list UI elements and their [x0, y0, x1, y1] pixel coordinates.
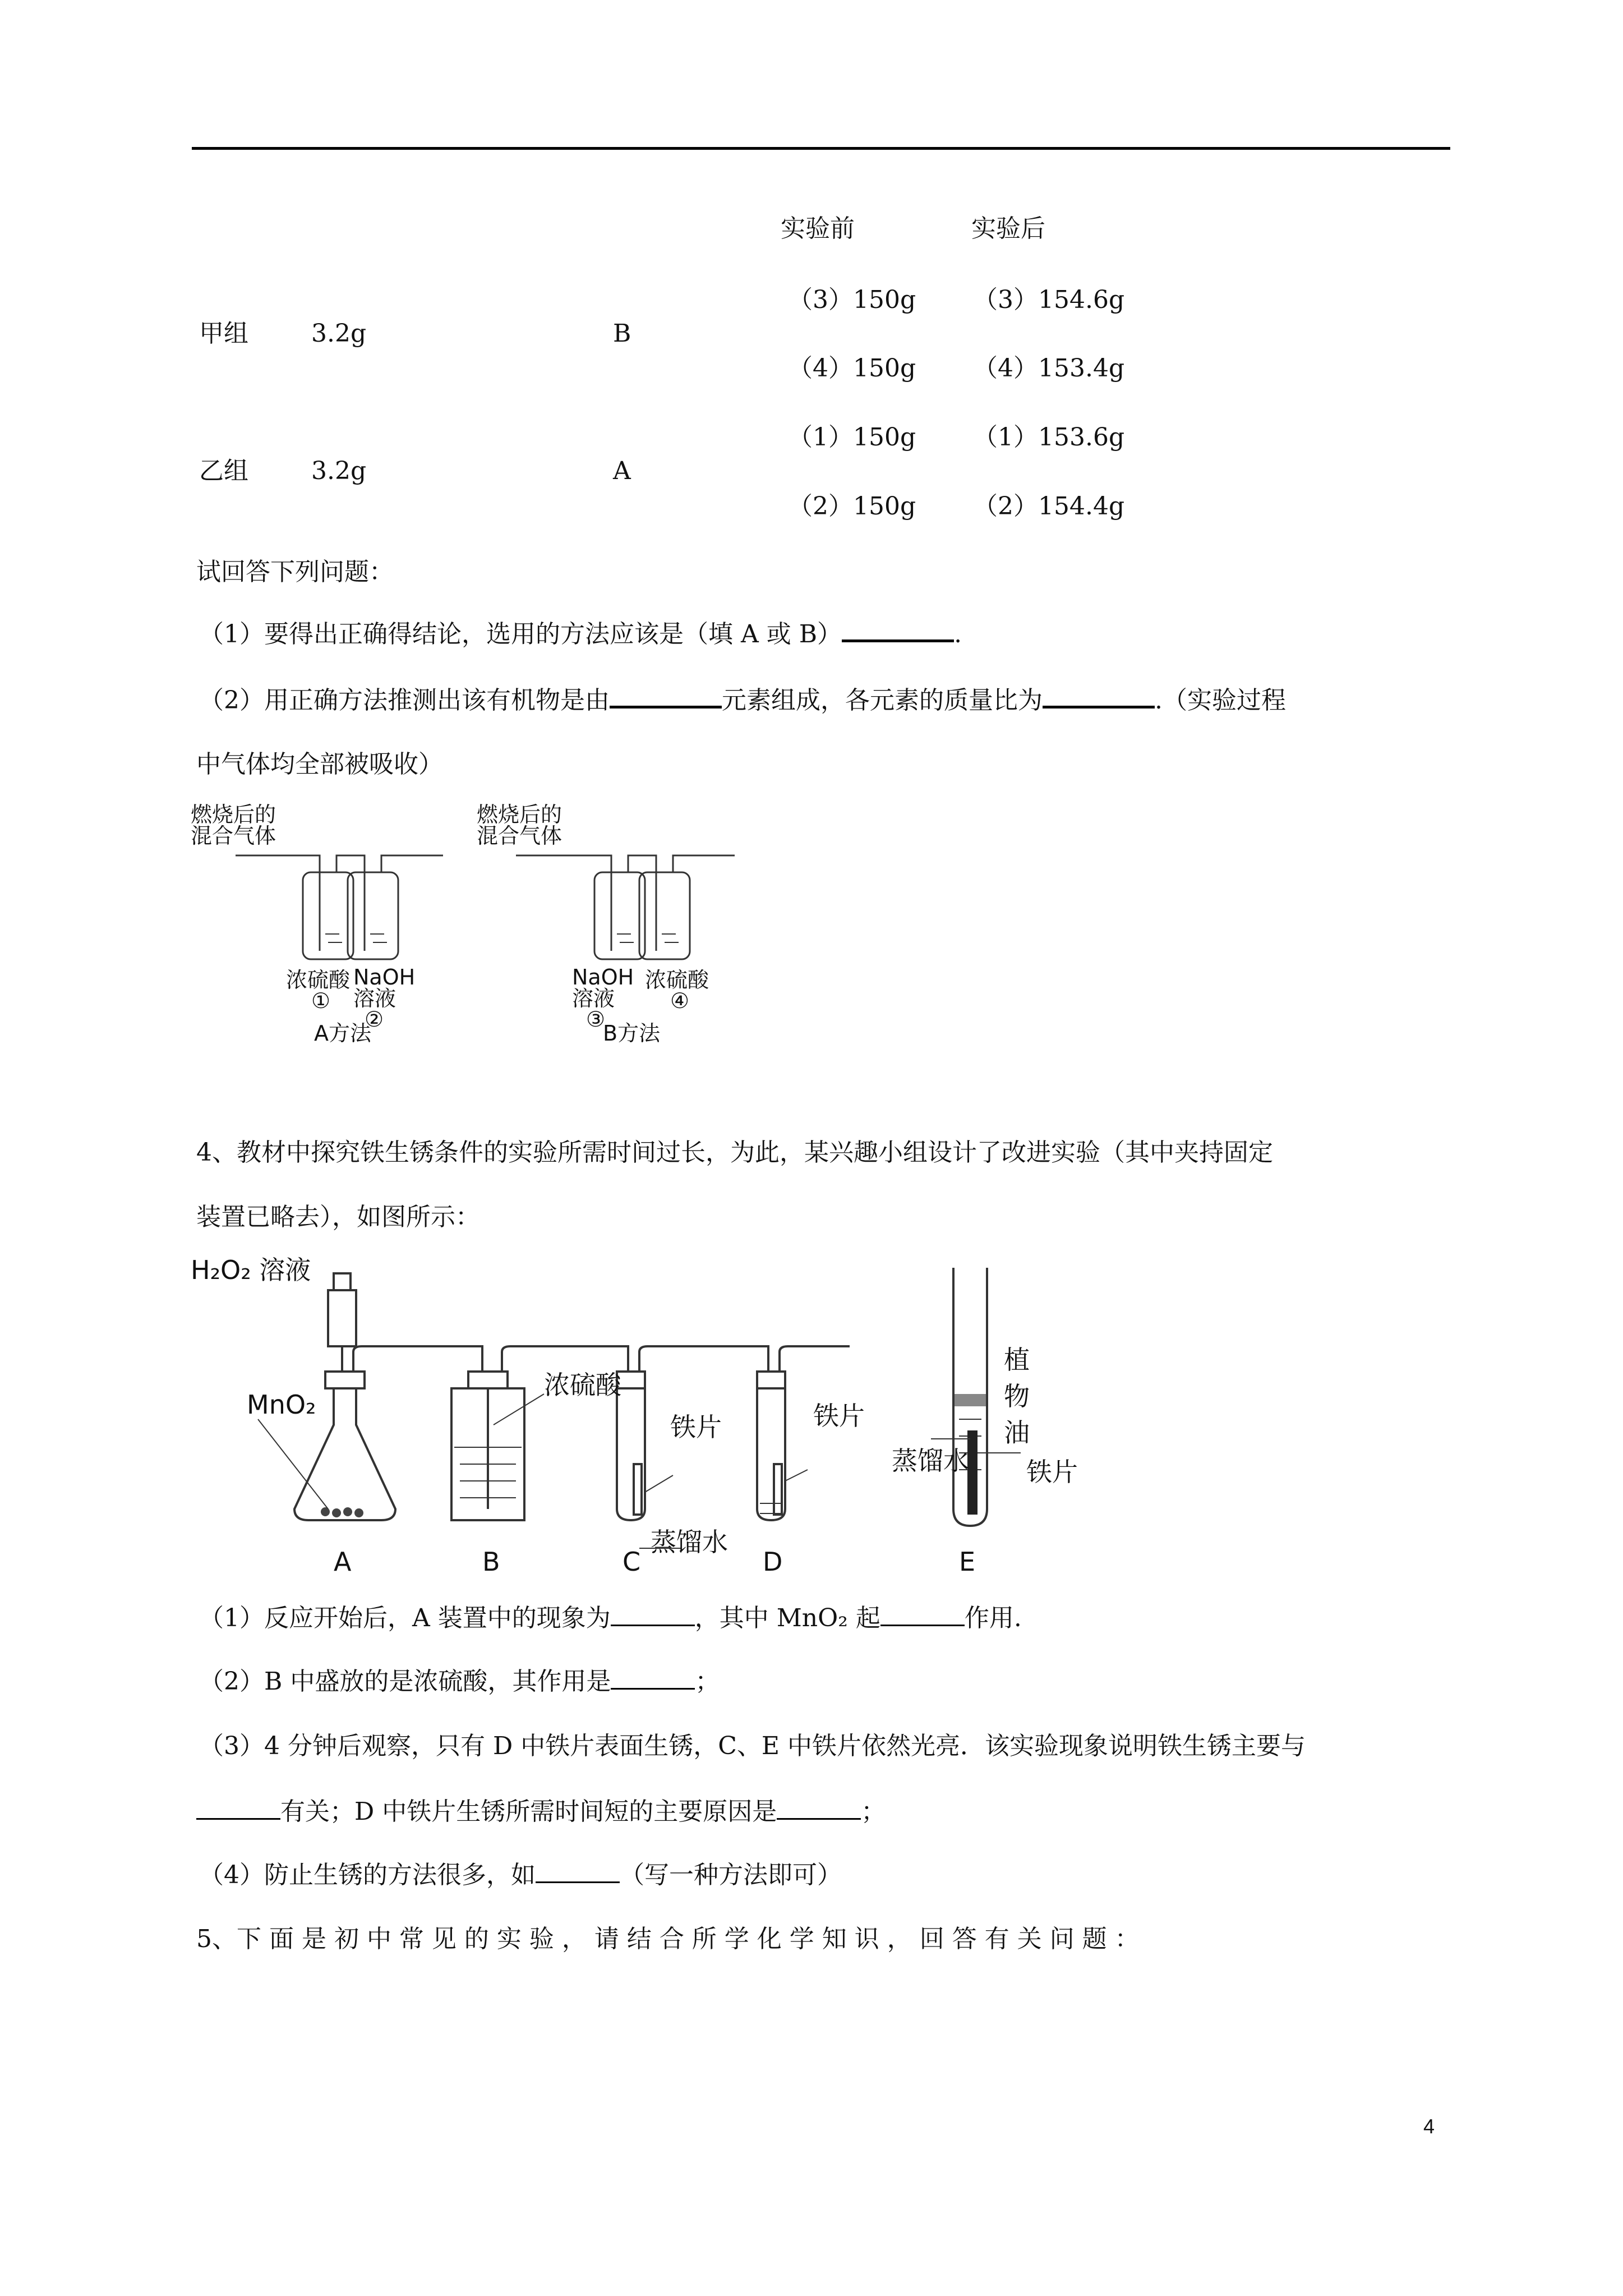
q4-sub1-text: （1）反应开始后，A 装置中的现象为	[199, 1604, 611, 1632]
bottle2-label: NaOH	[353, 965, 416, 990]
oil-label-2: 物	[1004, 1381, 1030, 1411]
measure-before-2: （2）150g	[788, 492, 916, 521]
bottle3-number: ③	[586, 1007, 606, 1032]
q4-sub2-text: （2）B 中盛放的是浓硫酸，其作用是	[199, 1667, 611, 1696]
iron-c-label: 铁片	[670, 1412, 722, 1442]
measure-after-4: （4）153.4g	[973, 354, 1125, 383]
bottle4-number: ④	[670, 988, 690, 1013]
method-b-label: B方法	[603, 1021, 661, 1046]
col-header-before: 实验前	[781, 214, 855, 243]
measure-before-1: （1）150g	[788, 423, 916, 452]
header-rule	[192, 147, 1450, 150]
apparatus-label-b: B	[482, 1547, 500, 1577]
measure-after-3: （3）154.6g	[973, 286, 1125, 314]
header-a-line1: 燃烧后的	[191, 802, 276, 827]
answer-blank[interactable]	[880, 1604, 965, 1626]
iron-e-label: 铁片	[1026, 1457, 1078, 1487]
measure-after-1: （1）153.6g	[973, 423, 1125, 452]
col-header-after: 实验后	[971, 214, 1045, 243]
q3-part2	[199, 683, 1286, 717]
row-mass-yi: 3.2g	[311, 457, 367, 485]
q4-sub2-end: ；	[695, 1667, 720, 1696]
q3-part2-text: （2）用正确方法推测出该有机物是由	[199, 686, 610, 715]
q4-sub1	[199, 1602, 1022, 1635]
answer-blank[interactable]	[196, 1798, 280, 1820]
q3-part2-line2: 中气体均全部被吸收）	[196, 750, 443, 779]
bottle3-label-2: 溶液	[572, 986, 615, 1011]
q4-sub3-line2	[196, 1795, 886, 1829]
q3-intro: 试回答下列问题：	[196, 558, 394, 586]
row-mass-jia: 3.2g	[311, 319, 367, 348]
absorption-figure	[185, 799, 757, 1052]
water-c-label: 蒸馏水	[651, 1527, 728, 1557]
row-group-jia: 甲组	[199, 319, 248, 348]
q3-part2-mid: 元素组成，各元素的质量比为	[722, 686, 1043, 715]
row-method-yi: A	[613, 457, 631, 485]
apparatus-label-d: D	[763, 1547, 783, 1577]
conc-acid-label: 浓硫酸	[544, 1370, 621, 1400]
page-number: 4	[1423, 2115, 1435, 2138]
bottle2-number: ②	[365, 1007, 384, 1032]
apparatus-label-a: A	[334, 1547, 352, 1577]
measure-before-3: （3）150g	[788, 286, 916, 314]
q4-sub3-mid: 有关；D 中铁片生锈所需时间短的主要原因是	[280, 1797, 777, 1826]
q4-sub2	[199, 1665, 720, 1699]
bottle3-label: NaOH	[572, 965, 634, 990]
answer-blank[interactable]	[536, 1861, 620, 1883]
bottle1-label: 浓硫酸	[286, 968, 351, 992]
q4-sub1-end: 作用.	[964, 1604, 1022, 1632]
answer-blank[interactable]	[1043, 683, 1155, 708]
q4-sub3-line1: （3）4 分钟后观察，只有 D 中铁片表面生锈，C、E 中铁片依然光亮．该实验现象说明铁生锈主要与	[199, 1732, 1306, 1760]
row-method-jia: B	[613, 319, 631, 348]
measure-after-2: （2）154.4g	[973, 492, 1125, 521]
answer-blank[interactable]	[611, 1668, 695, 1690]
q4-line1: 4、教材中探究铁生锈条件的实验所需时间过长，为此，某兴趣小组设计了改进实验（其中夹持固定	[196, 1138, 1273, 1167]
apparatus-label-e: E	[959, 1547, 976, 1577]
oil-label-1: 植	[1004, 1345, 1030, 1375]
measure-before-4: （4）150g	[788, 354, 916, 383]
header-b-line2: 混合气体	[477, 823, 562, 848]
answer-blank[interactable]	[777, 1798, 861, 1820]
row-group-yi: 乙组	[199, 457, 248, 485]
q4-sub4-end: （写一种方法即可）	[620, 1861, 842, 1889]
header-b-line1: 燃烧后的	[477, 802, 562, 827]
q3-part1-text: （1）要得出正确得结论，选用的方法应该是（填 A 或 B）	[199, 620, 842, 648]
method-a-label: A方法	[314, 1021, 371, 1046]
iron-d-label: 铁片	[813, 1401, 865, 1431]
q4-sub4	[199, 1858, 842, 1892]
q5-line: 5、下 面 是 初 中 常 见 的 实 验 ， 请 结 合 所 学 化 学 知 识 ， 回 答 有 关 问 题 ：	[196, 1925, 1140, 1953]
water-e-label: 蒸馏水	[892, 1446, 969, 1476]
q3-part2-end: .（实验过程	[1155, 686, 1286, 715]
bottle1-number: ①	[311, 988, 331, 1013]
q4-sub1-mid: ，其中 MnO₂ 起	[694, 1604, 880, 1632]
answer-blank[interactable]	[610, 683, 722, 708]
q4-sub3-end: ；	[861, 1797, 886, 1826]
q3-part1	[199, 617, 962, 651]
bottle4-label: 浓硫酸	[645, 968, 709, 992]
rust-experiment-figure	[191, 1245, 1200, 1593]
header-a-line2: 混合气体	[191, 823, 276, 848]
oil-label-3: 油	[1004, 1418, 1030, 1448]
answer-blank[interactable]	[842, 617, 954, 642]
q4-sub4-text: （4）防止生锈的方法很多，如	[199, 1861, 536, 1889]
answer-blank[interactable]	[611, 1604, 695, 1626]
h2o2-label: H₂O₂ 溶液	[191, 1255, 311, 1285]
q4-line2: 装置已略去），如图所示：	[196, 1203, 480, 1231]
apparatus-label-c: C	[623, 1547, 641, 1577]
bottle2-label-2: 溶液	[353, 986, 396, 1011]
q3-part1-end: .	[954, 620, 962, 648]
mno2-label: MnO₂	[247, 1389, 316, 1420]
